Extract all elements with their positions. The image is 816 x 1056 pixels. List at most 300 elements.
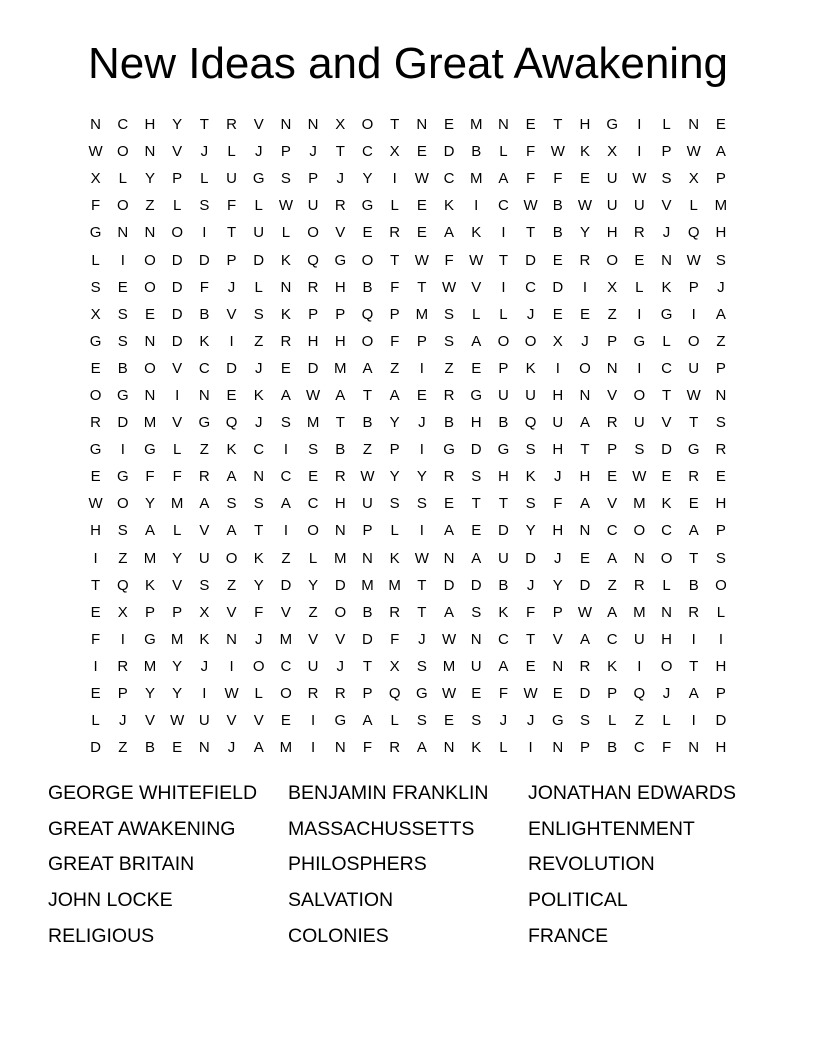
grid-letter[interactable]: U: [198, 549, 210, 567]
grid-letter[interactable]: S: [90, 278, 101, 296]
grid-letter[interactable]: C: [606, 522, 618, 540]
grid-letter[interactable]: R: [389, 224, 401, 242]
grid-letter[interactable]: L: [607, 712, 617, 730]
grid-letter[interactable]: E: [416, 197, 427, 215]
grid-letter[interactable]: J: [526, 712, 535, 730]
grid-letter[interactable]: E: [715, 468, 726, 486]
grid-letter[interactable]: N: [497, 116, 509, 134]
grid-letter[interactable]: R: [198, 468, 210, 486]
grid-letter[interactable]: S: [226, 495, 237, 513]
grid-letter[interactable]: V: [607, 495, 618, 513]
grid-letter[interactable]: J: [418, 630, 426, 648]
grid-letter[interactable]: T: [254, 522, 264, 540]
grid-letter[interactable]: O: [497, 332, 510, 350]
grid-letter[interactable]: N: [280, 278, 292, 296]
grid-letter[interactable]: X: [389, 657, 400, 675]
grid-letter[interactable]: F: [390, 630, 400, 648]
grid-letter[interactable]: A: [498, 170, 509, 188]
grid-letter[interactable]: E: [579, 549, 590, 567]
grid-letter[interactable]: L: [499, 305, 508, 323]
grid-letter[interactable]: I: [474, 197, 479, 215]
grid-letter[interactable]: R: [334, 685, 346, 703]
grid-letter[interactable]: H: [715, 657, 727, 675]
grid-letter[interactable]: B: [688, 576, 699, 594]
grid-letter[interactable]: I: [202, 685, 207, 703]
grid-letter[interactable]: T: [335, 414, 345, 432]
grid-letter[interactable]: Y: [172, 685, 183, 703]
grid-letter[interactable]: F: [526, 143, 536, 161]
grid-letter[interactable]: P: [661, 143, 672, 161]
grid-letter[interactable]: G: [660, 305, 673, 323]
grid-letter[interactable]: K: [607, 657, 618, 675]
grid-letter[interactable]: Z: [145, 197, 155, 215]
grid-letter[interactable]: T: [526, 224, 536, 242]
grid-letter[interactable]: P: [362, 522, 373, 540]
grid-letter[interactable]: F: [526, 170, 536, 188]
grid-letter[interactable]: N: [198, 739, 210, 757]
grid-letter[interactable]: E: [416, 224, 427, 242]
grid-letter[interactable]: B: [607, 739, 618, 757]
grid-letter[interactable]: O: [361, 251, 374, 269]
grid-letter[interactable]: N: [144, 386, 156, 404]
grid-letter[interactable]: I: [311, 712, 316, 730]
grid-letter[interactable]: I: [120, 251, 125, 269]
grid-letter[interactable]: Q: [361, 305, 374, 323]
grid-letter[interactable]: P: [389, 441, 400, 459]
grid-letter[interactable]: P: [416, 332, 427, 350]
grid-letter[interactable]: M: [306, 414, 320, 432]
grid-letter[interactable]: B: [199, 305, 210, 323]
grid-letter[interactable]: R: [579, 657, 591, 675]
grid-letter[interactable]: T: [526, 630, 536, 648]
grid-letter[interactable]: O: [606, 251, 618, 269]
grid-letter[interactable]: X: [90, 170, 101, 188]
grid-letter[interactable]: N: [144, 224, 156, 242]
grid-letter[interactable]: X: [90, 305, 101, 323]
grid-letter[interactable]: G: [551, 712, 564, 730]
grid-letter[interactable]: D: [443, 143, 455, 161]
grid-letter[interactable]: O: [361, 332, 374, 350]
grid-letter[interactable]: R: [606, 414, 618, 432]
grid-letter[interactable]: D: [334, 576, 346, 594]
grid-letter[interactable]: T: [498, 251, 508, 269]
grid-letter[interactable]: M: [469, 170, 483, 188]
grid-letter[interactable]: V: [253, 116, 264, 134]
grid-letter[interactable]: O: [307, 224, 319, 242]
grid-letter[interactable]: V: [471, 278, 482, 296]
grid-letter[interactable]: L: [254, 197, 263, 215]
grid-letter[interactable]: G: [198, 414, 211, 432]
grid-letter[interactable]: J: [119, 712, 127, 730]
grid-letter[interactable]: K: [525, 468, 536, 486]
grid-letter[interactable]: V: [172, 359, 183, 377]
grid-letter[interactable]: E: [688, 495, 699, 513]
grid-letter[interactable]: V: [280, 603, 291, 621]
grid-letter[interactable]: S: [661, 170, 672, 188]
grid-letter[interactable]: H: [334, 278, 346, 296]
grid-letter[interactable]: W: [632, 468, 647, 486]
grid-letter[interactable]: H: [552, 386, 564, 404]
grid-letter[interactable]: I: [501, 224, 506, 242]
grid-letter[interactable]: E: [444, 495, 455, 513]
grid-letter[interactable]: F: [661, 739, 672, 757]
grid-letter[interactable]: R: [633, 224, 645, 242]
grid-letter[interactable]: U: [606, 170, 618, 188]
grid-letter[interactable]: I: [691, 305, 696, 323]
grid-letter[interactable]: O: [715, 576, 727, 594]
grid-letter[interactable]: W: [523, 197, 538, 215]
grid-letter[interactable]: K: [471, 224, 482, 242]
grid-letter[interactable]: A: [362, 712, 373, 730]
grid-letter[interactable]: R: [280, 332, 292, 350]
grid-letter[interactable]: I: [637, 305, 642, 323]
grid-letter[interactable]: Q: [116, 576, 129, 594]
grid-letter[interactable]: M: [442, 657, 456, 675]
grid-letter[interactable]: P: [715, 522, 726, 540]
grid-letter[interactable]: L: [390, 522, 399, 540]
grid-letter[interactable]: J: [336, 657, 345, 675]
grid-letter[interactable]: G: [443, 441, 455, 459]
grid-letter[interactable]: I: [691, 630, 696, 648]
grid-letter[interactable]: R: [334, 197, 346, 215]
grid-letter[interactable]: E: [634, 251, 645, 269]
grid-letter[interactable]: W: [360, 468, 375, 486]
grid-letter[interactable]: Q: [388, 685, 401, 703]
grid-letter[interactable]: R: [688, 603, 700, 621]
grid-letter[interactable]: O: [687, 332, 700, 350]
grid-letter[interactable]: Y: [362, 170, 373, 188]
grid-letter[interactable]: E: [308, 468, 319, 486]
grid-letter[interactable]: K: [661, 278, 672, 296]
grid-letter[interactable]: S: [280, 414, 291, 432]
grid-letter[interactable]: C: [497, 197, 509, 215]
grid-letter[interactable]: N: [334, 739, 346, 757]
grid-letter[interactable]: I: [202, 224, 207, 242]
grid-letter[interactable]: D: [226, 359, 237, 377]
grid-letter[interactable]: H: [579, 468, 591, 486]
grid-letter[interactable]: U: [497, 549, 509, 567]
grid-letter[interactable]: P: [226, 251, 237, 269]
grid-letter[interactable]: F: [254, 603, 264, 621]
grid-letter[interactable]: T: [91, 576, 101, 594]
grid-letter[interactable]: S: [117, 522, 128, 540]
grid-letter[interactable]: V: [253, 712, 264, 730]
grid-letter[interactable]: R: [443, 386, 455, 404]
grid-letter[interactable]: P: [579, 739, 590, 757]
grid-letter[interactable]: W: [441, 278, 457, 296]
grid-letter[interactable]: F: [145, 468, 155, 486]
grid-letter[interactable]: P: [144, 603, 155, 621]
grid-letter[interactable]: K: [253, 386, 264, 404]
grid-letter[interactable]: S: [634, 441, 645, 459]
grid-letter[interactable]: V: [226, 603, 237, 621]
grid-letter[interactable]: P: [308, 170, 319, 188]
grid-letter[interactable]: W: [441, 685, 457, 703]
grid-letter[interactable]: N: [90, 116, 102, 134]
grid-letter[interactable]: T: [661, 386, 672, 404]
grid-letter[interactable]: R: [688, 468, 700, 486]
grid-letter[interactable]: R: [90, 414, 102, 432]
grid-letter[interactable]: G: [334, 251, 347, 269]
grid-letter[interactable]: D: [307, 359, 319, 377]
grid-letter[interactable]: Y: [416, 468, 427, 486]
grid-letter[interactable]: N: [688, 116, 700, 134]
grid-letter[interactable]: D: [171, 278, 183, 296]
grid-letter[interactable]: S: [253, 495, 264, 513]
grid-letter[interactable]: I: [637, 143, 642, 161]
grid-letter[interactable]: W: [224, 685, 239, 703]
grid-letter[interactable]: E: [661, 468, 672, 486]
grid-letter[interactable]: M: [361, 576, 374, 594]
grid-letter[interactable]: A: [226, 468, 237, 486]
grid-letter[interactable]: D: [497, 522, 509, 540]
grid-letter[interactable]: H: [715, 739, 727, 757]
grid-letter[interactable]: M: [170, 630, 184, 648]
grid-letter[interactable]: T: [335, 143, 345, 161]
grid-letter[interactable]: H: [579, 116, 591, 134]
grid-letter[interactable]: N: [661, 603, 672, 621]
grid-letter[interactable]: J: [418, 414, 426, 432]
grid-letter[interactable]: E: [471, 522, 482, 540]
grid-letter[interactable]: Q: [225, 414, 238, 432]
grid-letter[interactable]: N: [443, 739, 455, 757]
grid-letter[interactable]: Q: [307, 251, 319, 269]
grid-letter[interactable]: S: [444, 332, 455, 350]
grid-letter[interactable]: A: [335, 386, 346, 404]
grid-letter[interactable]: U: [253, 224, 265, 242]
grid-letter[interactable]: A: [715, 305, 726, 323]
grid-letter[interactable]: M: [388, 576, 401, 594]
grid-letter[interactable]: W: [577, 197, 593, 215]
grid-letter[interactable]: R: [307, 278, 319, 296]
grid-letter[interactable]: T: [580, 441, 590, 459]
grid-letter[interactable]: G: [606, 116, 618, 134]
grid-letter[interactable]: W: [414, 170, 429, 188]
grid-letter[interactable]: T: [689, 414, 699, 432]
grid-letter[interactable]: L: [662, 332, 671, 350]
grid-letter[interactable]: T: [471, 495, 481, 513]
grid-letter[interactable]: R: [633, 576, 645, 594]
grid-letter[interactable]: Y: [552, 576, 563, 594]
grid-letter[interactable]: F: [390, 278, 400, 296]
grid-letter[interactable]: H: [334, 495, 346, 513]
grid-letter[interactable]: H: [606, 224, 618, 242]
grid-letter[interactable]: W: [441, 630, 457, 648]
grid-letter[interactable]: I: [120, 630, 125, 648]
grid-letter[interactable]: E: [416, 143, 427, 161]
grid-letter[interactable]: S: [525, 495, 536, 513]
grid-letter[interactable]: Y: [579, 224, 590, 242]
grid-letter[interactable]: N: [334, 522, 346, 540]
grid-letter[interactable]: K: [280, 305, 291, 323]
grid-letter[interactable]: A: [226, 522, 237, 540]
grid-letter[interactable]: K: [525, 359, 536, 377]
grid-letter[interactable]: U: [497, 386, 509, 404]
grid-letter[interactable]: I: [283, 522, 288, 540]
grid-letter[interactable]: S: [525, 441, 536, 459]
grid-letter[interactable]: O: [660, 549, 673, 567]
grid-letter[interactable]: J: [200, 143, 209, 161]
grid-letter[interactable]: D: [171, 305, 183, 323]
grid-letter[interactable]: L: [227, 143, 236, 161]
grid-letter[interactable]: X: [688, 170, 699, 188]
grid-letter[interactable]: I: [555, 359, 560, 377]
grid-letter[interactable]: N: [552, 739, 564, 757]
grid-letter[interactable]: O: [334, 603, 347, 621]
grid-letter[interactable]: L: [308, 549, 318, 567]
grid-letter[interactable]: B: [144, 739, 155, 757]
grid-letter[interactable]: L: [254, 685, 263, 703]
grid-letter[interactable]: A: [253, 739, 264, 757]
grid-letter[interactable]: E: [90, 685, 101, 703]
grid-letter[interactable]: G: [497, 441, 510, 459]
grid-letter[interactable]: T: [226, 224, 237, 242]
grid-letter[interactable]: U: [688, 359, 700, 377]
grid-letter[interactable]: T: [390, 116, 400, 134]
grid-letter[interactable]: R: [389, 739, 401, 757]
grid-letter[interactable]: O: [116, 143, 129, 161]
grid-letter[interactable]: S: [471, 468, 482, 486]
grid-letter[interactable]: V: [226, 712, 237, 730]
grid-letter[interactable]: K: [579, 143, 590, 161]
grid-letter[interactable]: A: [471, 549, 482, 567]
grid-letter[interactable]: X: [199, 603, 210, 621]
grid-letter[interactable]: J: [254, 414, 263, 432]
grid-letter[interactable]: S: [389, 495, 400, 513]
grid-letter[interactable]: C: [525, 278, 537, 296]
grid-letter[interactable]: A: [498, 657, 509, 675]
grid-letter[interactable]: G: [334, 712, 347, 730]
grid-letter[interactable]: Z: [226, 576, 237, 594]
grid-letter[interactable]: V: [661, 197, 672, 215]
grid-letter[interactable]: D: [253, 251, 265, 269]
grid-letter[interactable]: R: [117, 657, 129, 675]
grid-letter[interactable]: Z: [362, 441, 373, 459]
grid-letter[interactable]: A: [715, 143, 726, 161]
grid-letter[interactable]: G: [633, 332, 646, 350]
grid-letter[interactable]: Z: [118, 739, 128, 757]
grid-letter[interactable]: P: [117, 685, 128, 703]
grid-letter[interactable]: N: [362, 549, 373, 567]
grid-letter[interactable]: B: [498, 576, 509, 594]
grid-letter[interactable]: W: [550, 143, 565, 161]
grid-letter[interactable]: N: [552, 657, 564, 675]
grid-letter[interactable]: E: [117, 278, 128, 296]
grid-letter[interactable]: D: [552, 278, 564, 296]
grid-letter[interactable]: H: [552, 441, 564, 459]
grid-letter[interactable]: R: [715, 441, 727, 459]
grid-letter[interactable]: L: [172, 441, 182, 459]
grid-letter[interactable]: L: [689, 197, 698, 215]
grid-letter[interactable]: P: [335, 305, 346, 323]
grid-letter[interactable]: K: [498, 603, 509, 621]
grid-letter[interactable]: F: [362, 739, 373, 757]
grid-letter[interactable]: T: [417, 278, 427, 296]
grid-letter[interactable]: R: [307, 685, 319, 703]
grid-letter[interactable]: B: [362, 603, 373, 621]
grid-letter[interactable]: R: [334, 468, 346, 486]
grid-letter[interactable]: L: [390, 712, 399, 730]
grid-letter[interactable]: D: [525, 549, 537, 567]
grid-letter[interactable]: G: [470, 386, 483, 404]
grid-letter[interactable]: T: [362, 657, 373, 675]
grid-letter[interactable]: I: [637, 657, 642, 675]
grid-letter[interactable]: N: [688, 739, 700, 757]
grid-letter[interactable]: C: [117, 116, 129, 134]
grid-letter[interactable]: H: [470, 414, 482, 432]
grid-letter[interactable]: P: [607, 685, 618, 703]
grid-letter[interactable]: N: [416, 116, 428, 134]
grid-letter[interactable]: G: [89, 332, 102, 350]
grid-letter[interactable]: E: [471, 359, 482, 377]
grid-letter[interactable]: M: [633, 603, 646, 621]
grid-letter[interactable]: Y: [172, 657, 183, 675]
grid-letter[interactable]: D: [90, 739, 102, 757]
grid-letter[interactable]: I: [419, 359, 424, 377]
grid-letter[interactable]: Q: [633, 685, 646, 703]
grid-letter[interactable]: G: [687, 441, 700, 459]
grid-letter[interactable]: Z: [199, 441, 209, 459]
grid-letter[interactable]: Y: [172, 549, 183, 567]
grid-letter[interactable]: L: [472, 305, 481, 323]
grid-letter[interactable]: W: [523, 685, 538, 703]
grid-letter[interactable]: P: [552, 603, 563, 621]
grid-letter[interactable]: P: [389, 305, 400, 323]
grid-letter[interactable]: F: [553, 495, 563, 513]
grid-letter[interactable]: D: [470, 441, 482, 459]
grid-letter[interactable]: F: [444, 251, 454, 269]
grid-letter[interactable]: H: [90, 522, 102, 540]
grid-letter[interactable]: U: [525, 386, 537, 404]
grid-letter[interactable]: D: [117, 414, 129, 432]
grid-letter[interactable]: D: [198, 251, 210, 269]
grid-letter[interactable]: V: [172, 576, 183, 594]
grid-letter[interactable]: Y: [389, 414, 400, 432]
grid-letter[interactable]: S: [199, 197, 210, 215]
grid-letter[interactable]: P: [172, 170, 183, 188]
grid-letter[interactable]: D: [470, 576, 482, 594]
grid-letter[interactable]: V: [335, 224, 346, 242]
grid-letter[interactable]: U: [552, 414, 564, 432]
grid-letter[interactable]: I: [120, 441, 125, 459]
grid-letter[interactable]: B: [498, 414, 509, 432]
grid-letter[interactable]: E: [552, 305, 563, 323]
grid-letter[interactable]: E: [579, 305, 590, 323]
grid-letter[interactable]: K: [144, 576, 155, 594]
grid-letter[interactable]: V: [308, 630, 319, 648]
grid-letter[interactable]: X: [607, 143, 618, 161]
grid-letter[interactable]: L: [118, 170, 127, 188]
grid-letter[interactable]: F: [91, 197, 101, 215]
grid-letter[interactable]: C: [198, 359, 210, 377]
grid-letter[interactable]: J: [554, 549, 562, 567]
grid-letter[interactable]: T: [199, 116, 209, 134]
grid-letter[interactable]: W: [414, 251, 429, 269]
grid-letter[interactable]: C: [661, 522, 672, 540]
grid-letter[interactable]: T: [689, 549, 699, 567]
grid-letter[interactable]: Z: [444, 359, 454, 377]
grid-letter[interactable]: W: [577, 603, 593, 621]
grid-letter[interactable]: L: [499, 739, 508, 757]
grid-letter[interactable]: R: [226, 116, 237, 134]
grid-letter[interactable]: U: [470, 657, 482, 675]
grid-letter[interactable]: U: [198, 712, 210, 730]
grid-letter[interactable]: T: [417, 603, 427, 621]
grid-letter[interactable]: C: [362, 143, 373, 161]
grid-letter[interactable]: N: [661, 251, 672, 269]
grid-letter[interactable]: K: [471, 739, 482, 757]
grid-letter[interactable]: M: [143, 657, 157, 675]
